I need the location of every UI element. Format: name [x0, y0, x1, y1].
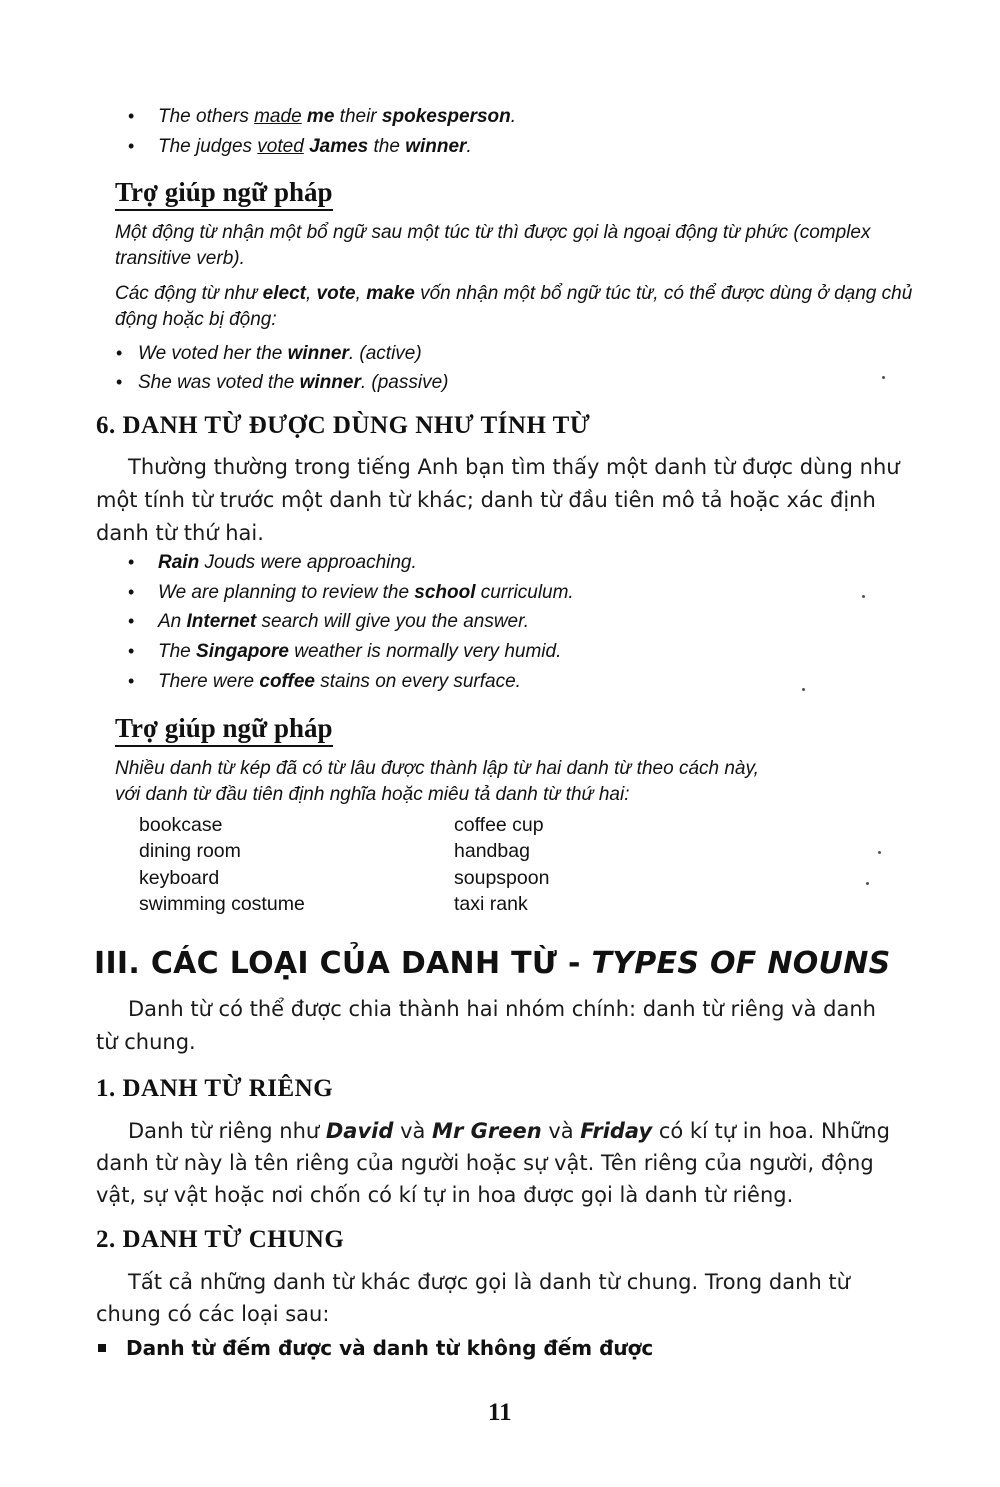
bullet-dot: •: [128, 106, 135, 126]
compound-noun: dining room: [139, 840, 241, 862]
grammar-help-title: Trợ giúp ngữ pháp: [115, 176, 333, 211]
paragraph-line: Danh từ có thể được chia thành hai nhóm chính: danh từ riêng và danh: [128, 997, 876, 1021]
bullet-dot: •: [128, 611, 135, 631]
paragraph-line: từ chung.: [96, 1030, 196, 1054]
scan-speck: [882, 376, 885, 379]
paragraph-line: Danh từ riêng như David và Mr Green và Friday có kí tự in hoa. Những: [128, 1119, 890, 1143]
compound-noun: taxi rank: [454, 893, 528, 915]
example-line: • An Internet search will give you the answer.: [128, 611, 530, 632]
compound-noun: keyboard: [139, 867, 220, 889]
paragraph-line: Tất cả những danh từ khác được gọi là danh từ chung. Trong danh từ: [128, 1270, 850, 1294]
paragraph-line: danh từ thứ hai.: [96, 521, 264, 545]
example-line: • The others made me their spokesperson.: [128, 106, 517, 127]
compound-noun: swimming costume: [139, 893, 305, 915]
paragraph-line: một tính từ trước một danh từ khác; danh từ đầu tiên mô tả hoặc xác định: [96, 488, 876, 512]
chapter-heading: III. CÁC LOẠI CỦA DANH TỪ - TYPES OF NOUNS: [94, 946, 891, 981]
paragraph-line: danh từ này là tên riêng của người hoặc sự vật. Tên riêng của người, động: [96, 1151, 874, 1175]
section-heading: 2. DANH TỪ CHUNG: [96, 1226, 345, 1253]
paragraph-line: chung có các loại sau:: [96, 1302, 330, 1326]
scan-speck: [802, 688, 805, 691]
bullet-dot: •: [116, 343, 123, 363]
example-line: • The Singapore weather is normally very humid.: [128, 641, 562, 662]
scan-speck: [862, 595, 865, 598]
bullet-dot: •: [128, 582, 135, 602]
bullet-dot: •: [116, 372, 123, 392]
example-line: • We voted her the winner. (active): [116, 343, 422, 364]
section-heading: 1. DANH TỪ RIÊNG: [96, 1075, 334, 1102]
paragraph-line: vật, sự vật hoặc nơi chốn có kí tự in hoa được gọi là danh từ riêng.: [96, 1183, 794, 1207]
compound-noun: coffee cup: [454, 814, 544, 836]
compound-noun: soupspoon: [454, 867, 550, 889]
example-line: • There were coffee stains on every surface.: [128, 671, 521, 692]
example-line: • The judges voted James the winner.: [128, 136, 472, 157]
square-bullet-item: Danh từ đếm được và danh từ không đếm được: [98, 1335, 653, 1361]
grammar-help-text: Các động từ như elect, vote, make vốn nhận một bổ ngữ túc từ, có thể được dùng ở dạng chủ động hoặc bị động:: [115, 283, 913, 330]
compound-noun: handbag: [454, 840, 530, 862]
section-heading: 6. DANH TỪ ĐƯỢC DÙNG NHƯ TÍNH TỪ: [96, 412, 591, 439]
grammar-help-text: Nhiều danh từ kép đã có từ lâu được thành lập từ hai danh từ theo cách này,: [115, 758, 759, 779]
square-bullet-icon: [98, 1344, 106, 1352]
example-line: • We are planning to review the school curriculum.: [128, 582, 574, 603]
bullet-dot: •: [128, 641, 135, 661]
scan-speck: [866, 882, 869, 885]
page-number: 11: [488, 1399, 512, 1426]
paragraph-line: Thường thường trong tiếng Anh bạn tìm thấy một danh từ được dùng như: [128, 455, 900, 479]
bullet-dot: •: [128, 671, 135, 691]
grammar-help-title: Trợ giúp ngữ pháp: [115, 712, 333, 747]
grammar-help-text: Một động từ nhận một bổ ngữ sau một túc từ thì được gọi là ngoại động từ phức (complex transitive verb).: [115, 222, 871, 269]
compound-noun: bookcase: [139, 814, 223, 836]
example-line: • She was voted the winner. (passive): [116, 372, 449, 393]
bullet-dot: •: [128, 136, 135, 156]
scan-speck: [878, 851, 881, 854]
grammar-help-text: với danh từ đầu tiên định nghĩa hoặc miêu tả danh từ thứ hai:: [115, 784, 630, 805]
bullet-dot: •: [128, 552, 135, 572]
example-line: • Rain Jouds were approaching.: [128, 552, 417, 573]
